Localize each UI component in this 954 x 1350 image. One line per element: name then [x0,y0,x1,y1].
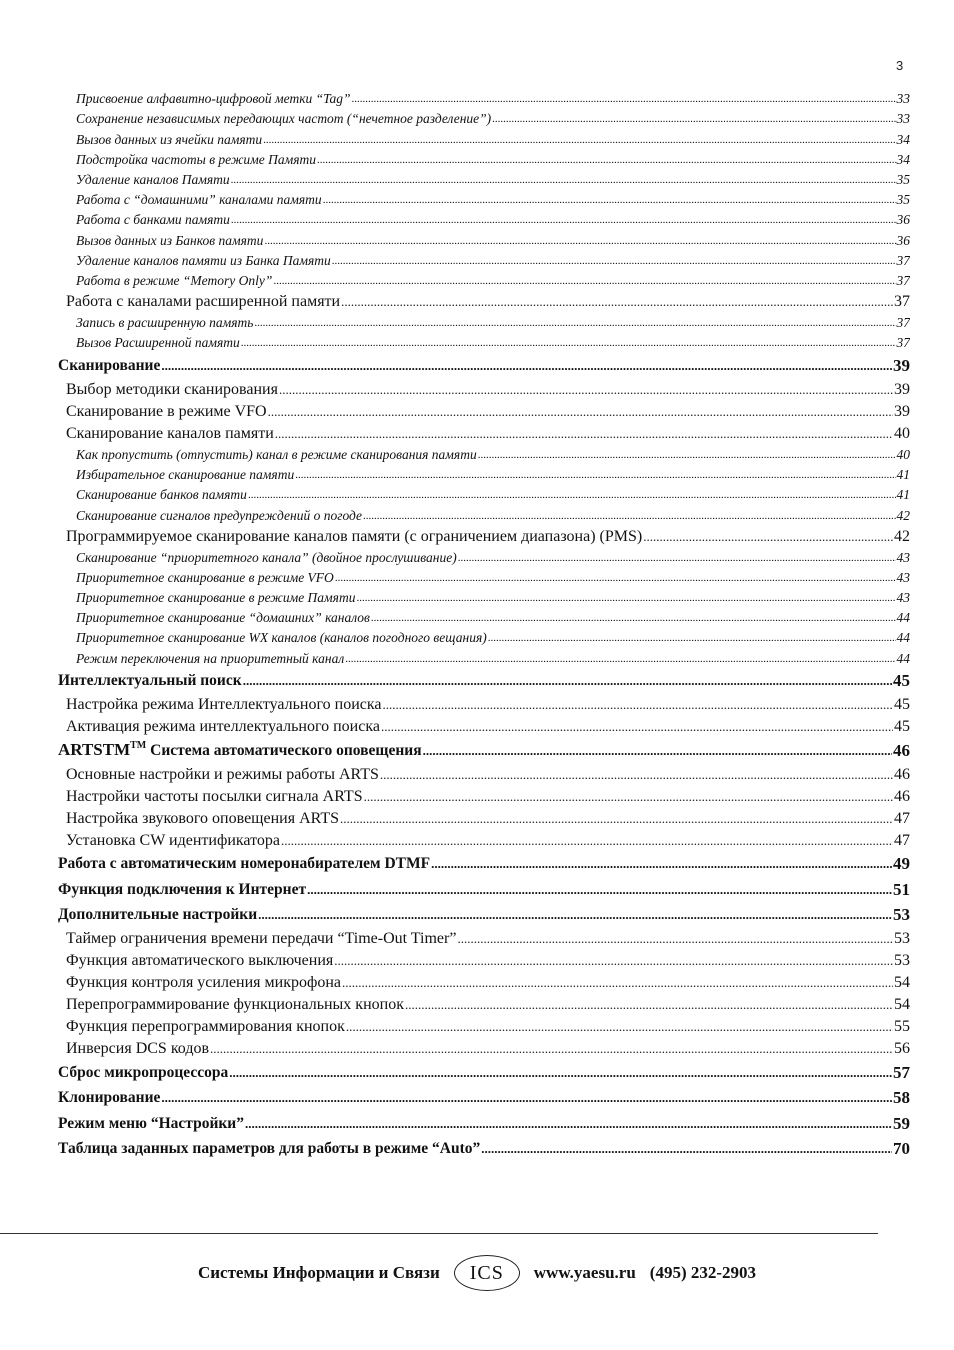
toc-leader-dots [273,271,895,291]
toc-leader-dots [457,928,893,950]
toc-entry-title: Приоритетное сканирование WX каналов (каналов погодного вещания) [76,630,487,646]
toc-entry-title: Интеллектуальный поиск [58,672,242,690]
toc-entry-title: Сброс микропроцессора [58,1063,229,1081]
toc-leader-dots [488,628,896,648]
toc-leader-dots [341,291,893,313]
table-of-contents [58,89,910,1162]
toc-entry-title: Установка CW идентификатора [66,831,280,849]
toc-entry-title: Функция перепрограммирования кнопок [66,1018,345,1036]
toc-entry-title: Приоритетное сканирование в режиме Памяти [76,590,356,606]
toc-entry-page: 53 [893,905,910,925]
toc-entry-page: 33 [896,91,910,107]
toc-leader-dots [381,716,893,738]
toc-entry-title: Настройки частоты посылки сигнала ARTS [66,787,363,805]
toc-entry-page: 53 [894,930,910,948]
toc-leader-dots [458,548,896,568]
toc-leader-dots [345,649,895,669]
toc-entry[interactable] [58,852,910,878]
footer-company: Системы Информации и Связи [197,1263,440,1282]
toc-entry-title: Функция контроля усиления микрофона [66,974,342,992]
toc-leader-dots [323,190,896,210]
toc-leader-dots [383,694,894,716]
toc-entry[interactable] [58,445,910,465]
toc-entry[interactable] [58,401,910,423]
toc-entry-title: Сканирование “приоритетного канала” (двойное прослушивание) [76,549,457,565]
toc-leader-dots [346,1016,893,1038]
toc-leader-dots [268,401,893,423]
toc-leader-dots [481,1137,892,1163]
toc-entry-title: Таблица заданных параметров для работы в режиме “Auto” [58,1140,481,1158]
toc-leader-dots [317,150,895,170]
toc-entry-title: Выбор методики сканирования [66,380,278,398]
toc-leader-dots [335,568,896,588]
toc-entry-page: 39 [893,355,910,375]
toc-entry[interactable] [58,628,910,648]
toc-entry[interactable] [58,808,910,830]
toc-leader-dots [210,1038,893,1060]
toc-entry[interactable] [58,694,910,716]
page-footer [0,1255,954,1291]
toc-leader-dots [229,1060,892,1086]
toc-entry[interactable] [58,994,910,1016]
toc-entry-page: 54 [894,996,910,1014]
toc-entry[interactable] [58,972,910,994]
footer-phone: (495) 232-2903 [649,1263,757,1282]
toc-leader-dots [356,588,895,608]
toc-leader-dots [340,808,893,830]
toc-entry-page: 57 [893,1062,910,1082]
toc-entry-page: 40 [896,446,910,462]
footer-divider [0,1233,878,1234]
toc-entry-title: Инверсия DCS кодов [66,1040,210,1058]
toc-leader-dots [243,669,892,695]
toc-entry-page: 36 [896,212,910,228]
toc-entry[interactable] [58,1016,910,1038]
toc-entry-title: Вызов данных из ячейки памяти [76,131,263,147]
toc-entry[interactable] [58,485,910,505]
toc-entry-page: 47 [894,809,910,827]
toc-entry-title: Удаление каналов Памяти [76,171,230,187]
toc-entry-page: 43 [896,549,910,565]
toc-entry[interactable] [58,588,910,608]
toc-entry-title: Сканирование банков памяти [76,487,247,503]
toc-entry-title: Приоритетное сканирование “домашних” каналов [76,610,370,626]
toc-entry[interactable] [58,129,910,149]
toc-leader-dots [254,313,895,333]
toc-entry[interactable] [58,548,910,568]
toc-entry[interactable] [58,505,910,525]
toc-entry-title: Основные настройки и режимы работы ARTS [66,765,379,783]
toc-entry[interactable] [58,928,910,950]
toc-entry[interactable] [58,669,910,695]
toc-leader-dots [307,877,892,903]
footer-website: www.yaesu.ru [533,1263,636,1282]
toc-entry[interactable] [58,608,910,628]
toc-entry-title: Функция автоматического выключения [66,952,334,970]
toc-entry-page: 46 [894,787,910,805]
toc-entry-page: 45 [893,671,910,691]
toc-entry-page: 39 [894,402,910,420]
toc-entry[interactable] [58,648,910,668]
toc-entry-page: 43 [896,590,910,606]
toc-entry-title: Таймер ограничения времени передачи “Time-Out Timer” [66,930,457,948]
toc-entry-page: 41 [896,487,910,503]
toc-entry-page: 37 [894,292,910,310]
toc-entry-title: Программируемое сканирование каналов памяти (с ограничением диапазона) (PMS) [66,527,643,545]
toc-entry[interactable] [58,950,910,972]
toc-entry-page: 70 [893,1139,910,1159]
toc-entry-page: 47 [894,831,910,849]
toc-entry-title: Работа с каналами расширенной памяти [66,292,341,310]
toc-entry-title: Сканирование каналов памяти [66,424,274,442]
toc-entry-page: 37 [896,272,910,288]
toc-entry-title: Настройка режима Интеллектуального поиска [66,696,382,714]
toc-leader-dots [431,852,892,878]
toc-entry-page: 43 [896,569,910,585]
toc-entry-title: Приоритетное сканирование в режиме VFO [76,569,334,585]
toc-entry-page: 39 [894,380,910,398]
ics-logo: ICS [454,1255,520,1291]
toc-leader-dots [231,210,896,230]
toc-leader-dots [342,972,893,994]
page-number: 3 [896,58,904,73]
toc-entry[interactable] [58,526,910,548]
toc-entry-title: Работа в режиме “Memory Only” [76,272,273,288]
toc-entry[interactable] [58,170,910,190]
toc-leader-dots [281,830,893,852]
toc-entry-title [58,738,422,764]
toc-entry[interactable] [58,1111,910,1137]
toc-leader-dots [643,526,893,548]
toc-entry-page: 56 [894,1040,910,1058]
toc-entry-title: Избирательное сканирование памяти [76,467,295,483]
toc-entry-page: 58 [893,1088,910,1108]
toc-entry-page: 37 [896,335,910,351]
toc-entry-title: Активация режима интеллектуального поиска [66,718,380,736]
toc-entry-page: 54 [894,974,910,992]
toc-entry-page: 59 [893,1113,910,1133]
toc-leader-dots [245,1111,892,1137]
toc-entry-title: Запись в расширенную память [76,315,254,331]
toc-entry[interactable] [58,271,910,291]
toc-entry-title: Вызов данных из Банков памяти [76,232,264,248]
toc-entry[interactable] [58,353,910,379]
toc-entry-title-text: Система автоматического оповещения [146,741,422,759]
toc-entry-page: 45 [894,696,910,714]
toc-leader-dots [161,1086,892,1112]
toc-entry-page: 42 [894,527,910,545]
toc-entry-title: Настройка звукового оповещения ARTS [66,809,340,827]
toc-entry-page: 37 [896,315,910,331]
toc-entry-page: 34 [896,151,910,167]
toc-leader-dots [295,465,895,485]
toc-entry-title: Дополнительные настройки [58,906,258,924]
toc-entry-page: 46 [894,765,910,783]
toc-entry-page: 35 [896,192,910,208]
toc-entry-page: 53 [894,952,910,970]
toc-entry[interactable] [58,190,910,210]
toc-leader-dots [371,608,896,628]
toc-entry[interactable] [58,109,910,129]
toc-leader-dots [248,485,896,505]
toc-entry[interactable] [58,786,910,808]
toc-entry-page: 41 [896,467,910,483]
toc-entry[interactable] [58,903,910,929]
toc-entry-title: Как пропустить (отпустить) канал в режиме сканирования памяти [76,446,477,462]
toc-leader-dots [363,506,895,526]
toc-entry-title: Удаление каналов памяти из Банка Памяти [76,252,331,268]
toc-entry[interactable] [58,716,910,738]
toc-leader-dots [478,445,896,465]
toc-leader-dots [258,903,892,929]
toc-leader-dots [231,170,896,190]
toc-entry[interactable] [58,465,910,485]
toc-entry[interactable] [58,830,910,852]
toc-leader-dots [279,379,893,401]
toc-leader-dots [492,109,895,129]
toc-entry-page: 44 [896,610,910,626]
toc-entry-title: Режим меню “Настройки” [58,1114,244,1132]
toc-entry[interactable] [58,210,910,230]
toc-entry-title-brand: ARTSTM™ [58,739,147,759]
toc-entry-page: 44 [896,630,910,646]
toc-entry[interactable] [58,150,910,170]
toc-entry[interactable] [58,313,910,333]
toc-entry-title: Сканирование в режиме VFO [66,402,267,420]
toc-leader-dots [380,764,893,786]
toc-entry-title: Функция подключения к Интернет [58,880,307,898]
toc-entry-page: 35 [896,171,910,187]
toc-entry[interactable] [58,251,910,271]
toc-entry-page: 49 [893,854,910,874]
toc-leader-dots [351,89,895,109]
toc-entry[interactable] [58,291,910,313]
toc-entry[interactable] [58,423,910,445]
toc-entry[interactable] [58,1060,910,1086]
toc-leader-dots [332,251,896,271]
toc-entry-page: 34 [896,131,910,147]
toc-entry[interactable] [58,738,910,764]
toc-entry-title: Сохранение независимых передающих частот (“нечетное разделение”) [76,111,492,127]
toc-entry-page: 37 [896,252,910,268]
toc-entry-page: 55 [894,1018,910,1036]
toc-entry[interactable] [58,568,910,588]
toc-entry-title: Режим переключения на приоритетный канал [76,650,345,666]
toc-entry-title: Работа с “домашними” каналами памяти [76,192,322,208]
toc-entry-title: Присвоение алфавитно-цифровой метки “Tag” [76,91,351,107]
toc-leader-dots [241,333,896,353]
toc-leader-dots [334,950,893,972]
toc-entry-title: Перепрограммирование функциональных кнопок [66,996,404,1014]
toc-entry[interactable] [58,1038,910,1060]
toc-entry[interactable] [58,1137,910,1163]
toc-entry[interactable] [58,764,910,786]
toc-entry-page: 46 [893,740,910,760]
toc-entry-page: 40 [894,424,910,442]
toc-entry-title: Сканирование [58,356,161,374]
toc-entry[interactable] [58,333,910,353]
toc-entry[interactable] [58,379,910,401]
toc-entry-title: Подстройка частоты в режиме Памяти [76,151,317,167]
toc-leader-dots [264,231,895,251]
toc-entry-page: 44 [896,650,910,666]
toc-entry-page: 45 [894,718,910,736]
toc-entry-page: 51 [893,879,910,899]
toc-entry[interactable] [58,89,910,109]
toc-entry-title: Клонирование [58,1089,161,1107]
toc-entry-title-superscript: TM [130,739,147,751]
toc-leader-dots [405,994,893,1016]
toc-entry-page: 33 [896,111,910,127]
toc-entry-title: Работа с банками памяти [76,212,230,228]
toc-entry-title: Вызов Расширенной памяти [76,335,240,351]
toc-entry-page: 36 [896,232,910,248]
toc-leader-dots [161,353,892,379]
toc-leader-dots [364,786,893,808]
toc-entry[interactable] [58,1086,910,1112]
toc-entry[interactable] [58,877,910,903]
toc-entry-title: Работа с автоматическим номеронабирателем DTMF [58,855,431,873]
toc-entry-page: 42 [896,507,910,523]
toc-leader-dots [423,738,892,764]
toc-entry-title: Сканирование сигналов предупреждений о погоде [76,507,363,523]
toc-entry[interactable] [58,230,910,250]
toc-leader-dots [263,130,895,150]
toc-leader-dots [275,423,893,445]
